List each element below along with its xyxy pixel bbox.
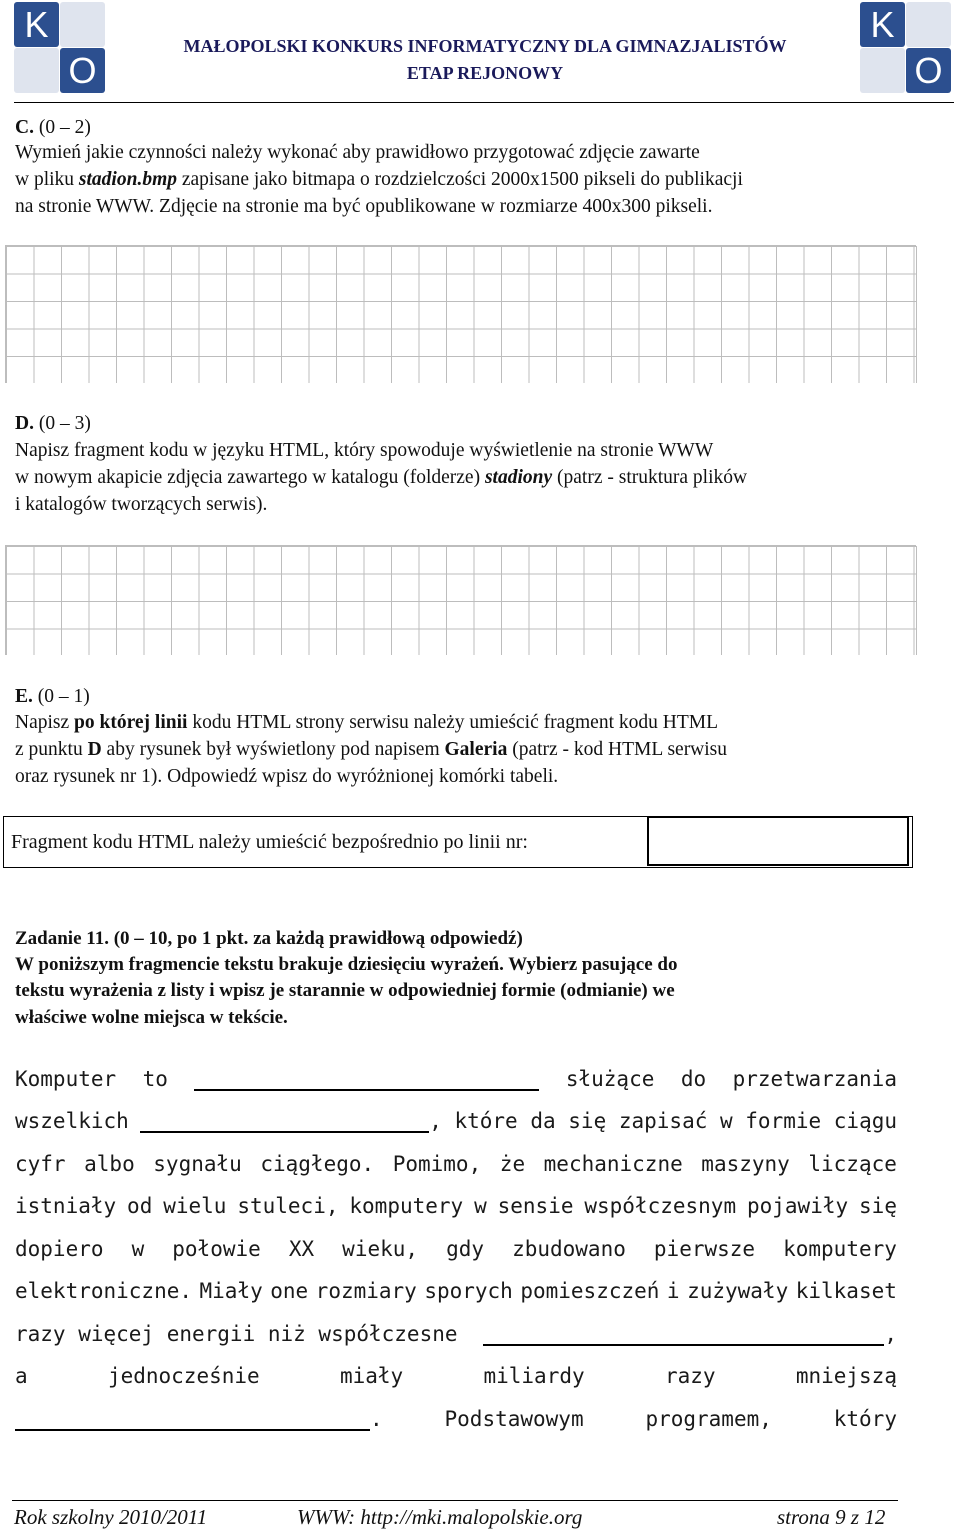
cloze-word: gdy: [446, 1237, 485, 1261]
task-11-title: Zadanie 11. (0 – 10, po 1 pkt. za każdą prawidłową odpowiedź): [15, 928, 523, 949]
section-e-line1-c: kodu HTML strony serwisu należy umieścić fragment kodu HTML: [187, 712, 718, 733]
cloze-word: połowie: [172, 1237, 261, 1261]
cloze-word: XX: [288, 1237, 315, 1261]
logo-right-blank-bottom: [860, 48, 905, 93]
cloze-blank-group: [15, 1407, 383, 1431]
section-d-line2: [15, 464, 897, 491]
cloze-blank-4[interactable]: [15, 1409, 370, 1431]
cloze-word: komputery: [349, 1194, 464, 1218]
footer-right: strona 9 z 12: [777, 1505, 886, 1529]
cloze-period: .: [370, 1407, 383, 1431]
footer-rule: [12, 1500, 898, 1501]
cloze-word: miały: [339, 1364, 404, 1388]
task-11-instr-1: W poniższym fragmencie tekstu brakuje dziesięciu wyrażeń. Wybierz pasujące do: [15, 954, 678, 975]
cloze-word: i: [666, 1279, 680, 1303]
logo-right-k: K: [860, 2, 905, 47]
task-11-instr-3: właściwe wolne miejsca w tekście.: [15, 1007, 288, 1028]
header-title-line1: MAŁOPOLSKI KONKURS INFORMATYCZNY DLA GIMNAZJALISTÓW: [183, 36, 787, 56]
section-c-line2-b: zapisane jako bitmapa o rozdzielczości 2000x1500 pikseli do publikacji: [176, 169, 743, 190]
section-c-line2-a: w pliku: [15, 169, 79, 190]
cloze-word: mniejszą: [795, 1364, 897, 1388]
cloze-word: ciągłego.: [260, 1152, 375, 1176]
cloze-word: programem,: [645, 1407, 772, 1431]
cloze-word: sensie: [497, 1194, 574, 1218]
section-e-line2-e: (patrz - kod HTML serwisu: [507, 739, 728, 760]
cloze-word: albo: [84, 1152, 135, 1176]
cloze-word: pojawiły: [746, 1194, 849, 1218]
cloze-row-3: [15, 1146, 897, 1176]
section-c-line2: [15, 166, 897, 193]
cloze-word: do: [680, 1067, 707, 1091]
cloze-word: pierwsze: [653, 1237, 756, 1261]
cloze-word: służące: [565, 1067, 655, 1091]
answer-grid-d[interactable]: [5, 545, 916, 655]
cloze-word: w: [474, 1194, 487, 1218]
cloze-word: dopiero: [15, 1237, 104, 1261]
cloze-word: razy: [664, 1364, 716, 1388]
section-e-points: (0 – 1): [37, 686, 90, 707]
cloze-word: rozmiary: [315, 1279, 417, 1303]
section-e-line2-c: aby rysunek był wyświetlony pod napisem: [101, 739, 445, 760]
cloze-text-segment: razy więcej energii niż współczesne: [15, 1322, 458, 1346]
cloze-row-2: [15, 1103, 897, 1133]
section-e-line1: [15, 709, 897, 736]
logo-left-k: K: [14, 2, 59, 47]
fragment-answer-cell[interactable]: [647, 816, 909, 866]
cloze-row-6: [15, 1273, 897, 1303]
section-d-heading: [15, 410, 897, 437]
cloze-row-8: [15, 1358, 897, 1388]
cloze-word: Miały: [199, 1279, 263, 1303]
cloze-word: maszyny: [701, 1152, 790, 1176]
cloze-word: a: [15, 1364, 28, 1388]
cloze-word: zbudowano: [512, 1237, 626, 1261]
cloze-word: wielu: [163, 1194, 227, 1218]
cloze-word: w: [131, 1237, 145, 1261]
cloze-word: Komputer: [15, 1067, 117, 1091]
logo-right: [858, 0, 954, 96]
cloze-word: się: [859, 1194, 897, 1218]
cloze-word: istniały: [15, 1194, 117, 1218]
task-11-instr-2: tekstu wyrażenia z listy i wpisz je starannie w odpowiedniej formie (odmianie) we: [15, 980, 675, 1001]
section-d-line2-a: w nowym akapicie zdjęcia zawartego w katalogu (folderze): [15, 467, 485, 488]
cloze-word: który: [833, 1407, 897, 1431]
cloze-row-4: [15, 1188, 897, 1218]
logo-left-blank-top: [60, 2, 105, 47]
cloze-word: sporych: [424, 1279, 513, 1303]
cloze-blank-1[interactable]: [194, 1069, 539, 1091]
cloze-word: stuleci,: [237, 1194, 339, 1218]
fragment-table-label: Fragment kodu HTML należy umieścić bezpośrednio po linii nr:: [11, 831, 528, 853]
section-e-galeria: Galeria: [444, 739, 508, 760]
cloze-row-5: [15, 1231, 897, 1261]
section-c-line3: na stronie WWW. Zdjęcie na stronie ma być opublikowane w rozmiarze 400x300 pikseli.: [15, 196, 713, 217]
section-c-label: C.: [15, 117, 34, 138]
header-title-line2: ETAP REJONOWY: [406, 63, 564, 83]
section-e-line2-d-bold: D: [87, 739, 102, 760]
cloze-word: sygnału: [153, 1152, 242, 1176]
section-d-folder: stadiony: [484, 467, 553, 488]
section-d-line2-b: (patrz - struktura plików: [552, 467, 748, 488]
section-e-heading: [15, 683, 897, 710]
cloze-word: jednocześnie: [107, 1364, 260, 1388]
cloze-word: to: [142, 1067, 168, 1091]
section-e-line2: [15, 736, 897, 763]
logo-left-o: O: [60, 48, 105, 93]
cloze-word: komputery: [783, 1237, 897, 1261]
section-c-filename: stadion.bmp: [78, 169, 177, 190]
cloze-row-1: [15, 1061, 897, 1091]
cloze-word: wieku,: [342, 1237, 419, 1261]
section-d-label: D.: [15, 413, 34, 434]
cloze-row-9: [15, 1401, 897, 1431]
cloze-word: wszelkich: [15, 1109, 129, 1133]
footer-left: Rok szkolny 2010/2011: [14, 1505, 208, 1529]
section-c-line1: Wymień jakie czynności należy wykonać aby prawidłowo przygotować zdjęcie zawarte: [15, 142, 700, 163]
logo-right-o: O: [906, 48, 951, 93]
logo-left-blank-bottom: [14, 48, 59, 93]
section-e-line3: oraz rysunek nr 1). Odpowiedź wpisz do wyróżnionej komórki tabeli.: [15, 766, 559, 787]
section-d-line1: Napisz fragment kodu w języku HTML, który spowoduje wyświetlenie na stronie WWW: [15, 440, 714, 461]
fragment-answer-input[interactable]: [649, 818, 911, 866]
header-rule: [14, 102, 954, 103]
cloze-word: miliardy: [483, 1364, 585, 1388]
section-e-line1-a: Napisz: [15, 712, 75, 733]
cloze-word: że: [499, 1152, 526, 1176]
section-e-line1-bold: po której linii: [74, 712, 188, 733]
section-d-line3: i katalogów tworzących serwis).: [15, 494, 268, 515]
cloze-comma: ,: [884, 1322, 897, 1346]
cloze-word: cyfr: [15, 1152, 66, 1176]
cloze-word: Pomimo,: [392, 1152, 482, 1176]
footer-center: WWW: http://mki.malopolskie.org: [297, 1505, 583, 1529]
cloze-word: przetwarzania: [732, 1067, 897, 1091]
cloze-word: one: [270, 1279, 309, 1303]
section-c-points: (0 – 2): [38, 117, 91, 138]
cloze-word: kilkaset: [795, 1279, 897, 1303]
section-e-line2-a: z punktu: [15, 739, 88, 760]
cloze-word: od: [127, 1194, 153, 1218]
cloze-word: współczesnym: [584, 1194, 737, 1218]
cloze-word: liczące: [808, 1152, 897, 1176]
logo-right-blank-top: [906, 2, 951, 47]
answer-grid-c[interactable]: [5, 245, 916, 383]
section-e-label: E.: [15, 686, 33, 707]
cloze-text-segment: , które da się zapisać w formie ciągu: [429, 1109, 897, 1133]
cloze-blank-3[interactable]: [483, 1324, 885, 1346]
section-d-points: (0 – 3): [38, 413, 91, 434]
cloze-word: elektroniczne.: [15, 1279, 193, 1303]
cloze-blank-2[interactable]: [140, 1111, 429, 1133]
cloze-word: mechaniczne: [543, 1152, 683, 1176]
cloze-word: pomieszczeń: [520, 1279, 660, 1303]
cloze-word: zużywały: [687, 1279, 789, 1303]
cloze-row-7: [15, 1316, 897, 1346]
logo-left: [12, 0, 108, 96]
section-c-heading: [15, 114, 897, 141]
cloze-word: Podstawowym: [444, 1407, 584, 1431]
